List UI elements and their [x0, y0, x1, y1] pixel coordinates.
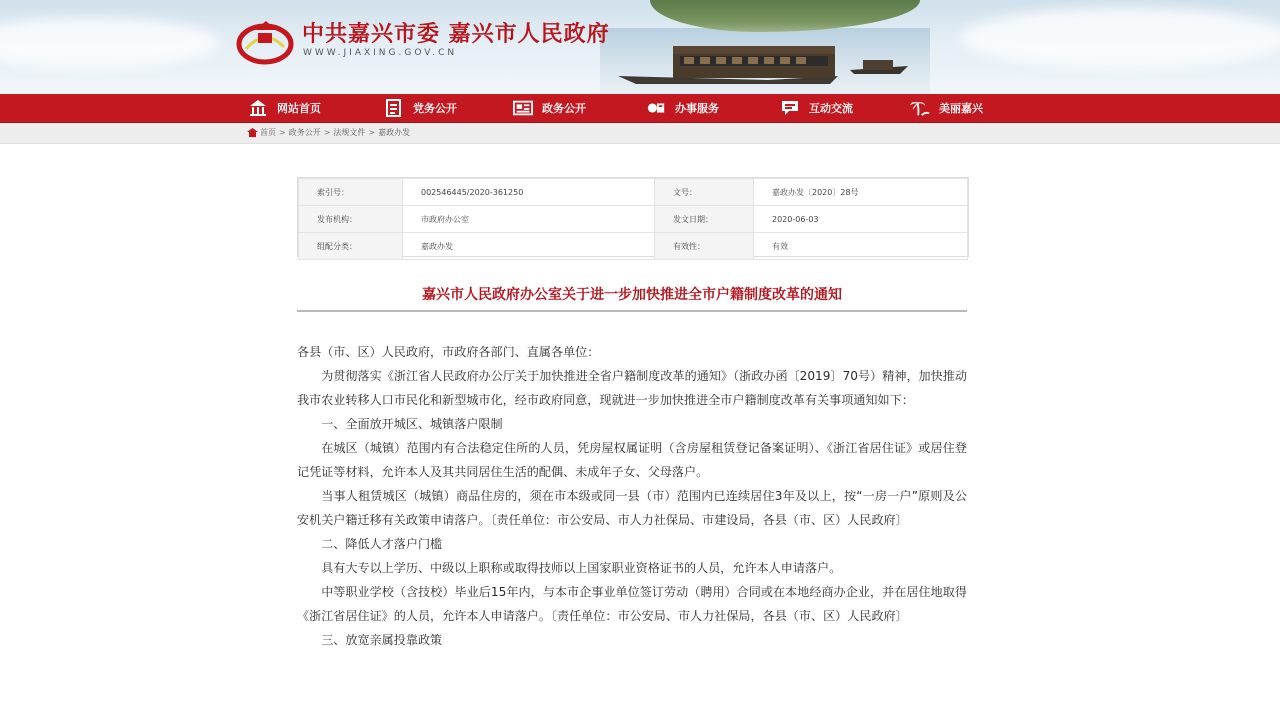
- nav-item-services[interactable]: [646, 94, 719, 122]
- meta-value-category: 嘉政办发: [403, 233, 655, 260]
- party-emblem-logo: [236, 17, 294, 65]
- site-url: WWW.JIAXING.GOV.CN: [303, 48, 458, 58]
- meta-key-issue-date: 发文日期：: [655, 206, 754, 233]
- breadcrumb-separator: >: [368, 128, 376, 137]
- meta-key-publisher: 发布机构：: [299, 206, 403, 233]
- banner-cloud: [960, 8, 1280, 68]
- nav-item-gov-affairs[interactable]: [513, 94, 586, 122]
- document-body: [297, 340, 967, 652]
- breadcrumb-bar: [0, 123, 1280, 144]
- meta-value-doc-number: 嘉政办发〔2020〕28号: [754, 179, 968, 206]
- meta-value-publisher: 市政府办公室: [403, 206, 655, 233]
- breadcrumb: [247, 127, 410, 138]
- breadcrumb-link-home[interactable]: 首页: [260, 128, 276, 137]
- document-meta-table: [297, 177, 969, 257]
- meta-key-validity: 有效性：: [655, 233, 754, 260]
- meta-key-doc-number: 文号：: [655, 179, 754, 206]
- document-icon: [384, 99, 404, 117]
- home-icon: [247, 128, 258, 137]
- meta-value-validity: 有效: [754, 233, 968, 260]
- document-paragraph: 当事人租赁城区（城镇）商品住房的，须在市本级或同一县（市）范围内已连续居住3年及以上，按“一房一户”原则及公安机关户籍迁移有关政策申请落户。〔责任单位：市公安局、市人力社保局、市建设局，各县（市、区）人民政府〕: [297, 489, 967, 527]
- nav-item-beautiful-jiaxing[interactable]: [910, 94, 983, 122]
- document-paragraph: 一、全面放开城区、城镇落户限制: [321, 417, 503, 431]
- meta-value-issue-date: 2020-06-03: [754, 206, 968, 233]
- service-icon: [646, 99, 666, 117]
- document-title: 嘉兴市人民政府办公室关于进一步加快推进全市户籍制度改革的通知: [422, 287, 842, 303]
- newspaper-icon: [513, 99, 533, 117]
- document-paragraph: 中等职业学校（含技校）毕业后15年内，与本市企事业单位签订劳动（聘用）合同或在本地经商办企业，并在居住地取得《浙江省居住证》的人员，允许本人申请落户。〔责任单位：市公安局、市人力社保局，各县（市、区）人民政府〕: [297, 585, 967, 623]
- nav-label: 办事服务: [675, 102, 719, 115]
- breadcrumb-link-regulations[interactable]: 法规文件: [333, 128, 366, 137]
- nav-label: 互动交流: [809, 102, 853, 115]
- breadcrumb-link-gov-affairs[interactable]: 政务公开: [288, 128, 321, 137]
- title-divider: [297, 310, 967, 312]
- document-paragraph: 在城区（城镇）范围内有合法稳定住所的人员，凭房屋权属证明（含房屋租赁登记备案证明）、《浙江省居住证》或居住登记凭证等材料，允许本人及其共同居住生活的配偶、未成年子女、父母落户。: [297, 441, 967, 479]
- nav-item-home[interactable]: [248, 94, 321, 122]
- palm-icon: [910, 99, 930, 117]
- nav-label: 党务公开: [413, 102, 457, 115]
- meta-row: [299, 206, 968, 233]
- document-paragraph: 为贯彻落实《浙江省人民政府办公厅关于加快推进全省户籍制度改革的通知》（浙政办函〔2019〕70号）精神，加快推动我市农业转移人口市民化和新型城市化，经市政府同意，现就进一步加快推进全市户籍制度改革有关事项通知如下：: [297, 369, 967, 407]
- site-title: 中共嘉兴市委 嘉兴市人民政府: [302, 21, 610, 47]
- meta-key-index: 索引号：: [299, 179, 403, 206]
- breadcrumb-link-current[interactable]: 嘉政办发: [378, 128, 411, 137]
- meta-row: [299, 179, 968, 206]
- breadcrumb-separator: >: [323, 128, 331, 137]
- site-banner: [0, 0, 1280, 94]
- nav-item-party-affairs[interactable]: [384, 94, 457, 122]
- breadcrumb-separator: >: [279, 128, 286, 137]
- banner-cloud: [0, 18, 220, 68]
- nav-label: 美丽嘉兴: [939, 102, 983, 115]
- nav-item-interaction[interactable]: [780, 94, 853, 122]
- meta-row: [299, 233, 968, 260]
- document-paragraph: 三、放宽亲属投靠政策: [321, 633, 443, 647]
- nav-label: 政务公开: [542, 102, 586, 115]
- document-paragraph: 二、降低人才落户门槛: [321, 537, 443, 551]
- meta-value-index: 002546445/2020-361250: [403, 179, 655, 206]
- document-paragraph: 具有大专以上学历、中级以上职称或取得技师以上国家职业资格证书的人员，允许本人申请落户。: [321, 561, 842, 575]
- red-boat-image: [618, 36, 918, 88]
- nav-label: 网站首页: [277, 102, 321, 115]
- home-icon: [248, 99, 268, 117]
- document-paragraph: 各县（市、区）人民政府，市政府各部门、直属各单位：: [297, 345, 600, 359]
- meta-key-category: 组配分类：: [299, 233, 403, 260]
- chat-icon: [780, 99, 800, 117]
- main-nav: [0, 94, 1280, 123]
